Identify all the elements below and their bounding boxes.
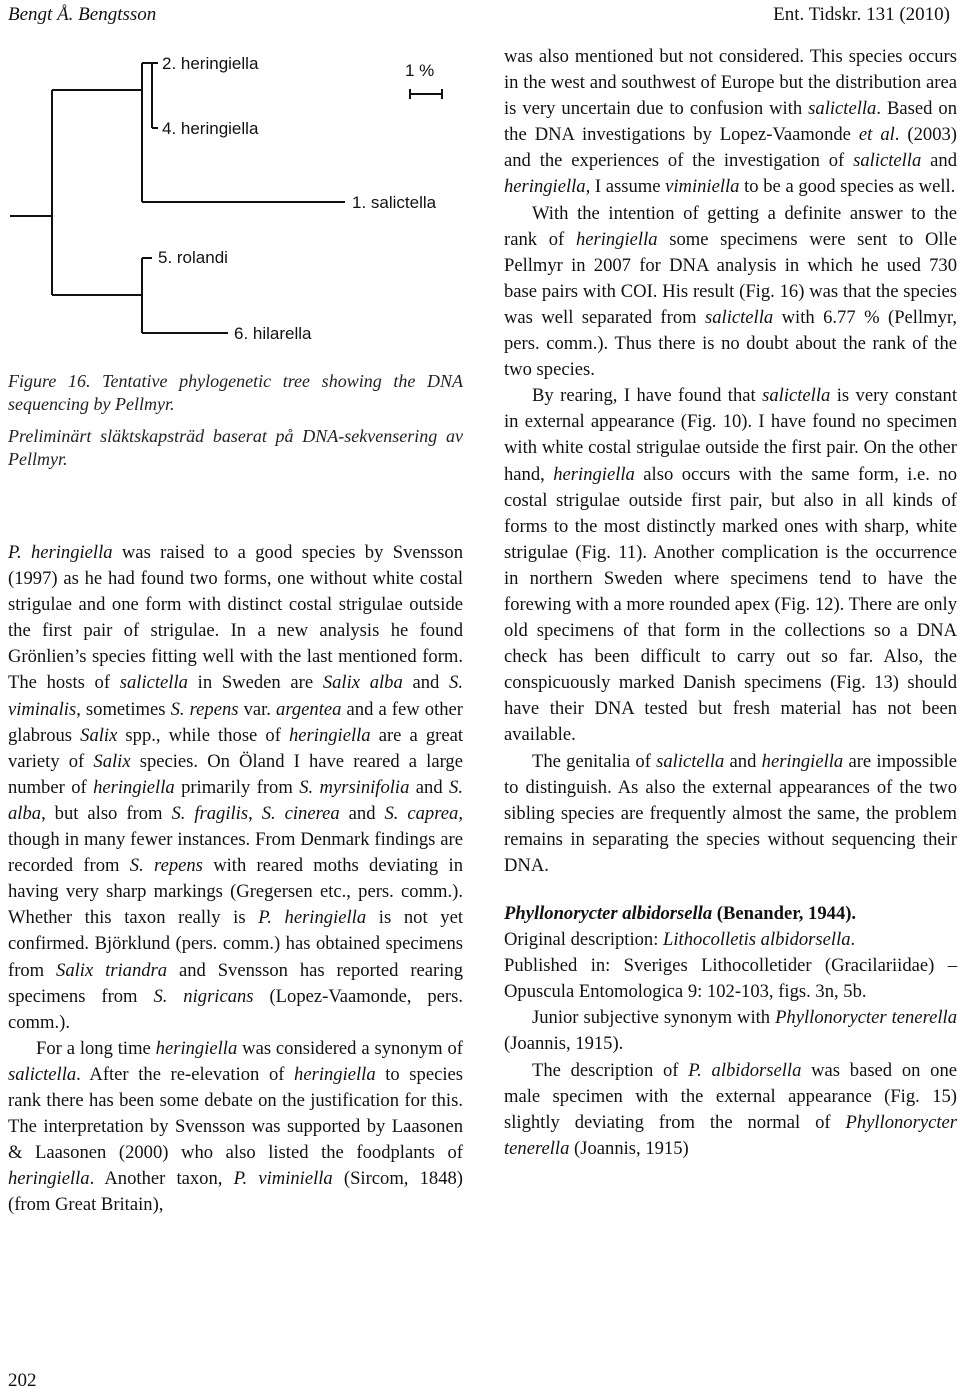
taxon-label-hilarella: 6. hilarella <box>234 324 312 343</box>
phylogenetic-tree-figure <box>0 40 470 360</box>
section-heading-albidorsella: Phyllonorycter albidorsella (Benander, 1944). <box>504 903 857 924</box>
taxon-label-heringiella-4: 4. heringiella <box>162 119 259 138</box>
running-header-author: Bengt Å. Bengtsson <box>8 4 157 25</box>
paragraph-albidorsella-description: The description of P. albidorsella was based on one male specimen with the external appearance (Fig. 15) slightly deviating from the normal of Phyllonorycter tenerella (Joannis, 1915) <box>504 1059 957 1159</box>
running-header-journal: Ent. Tidskr. 131 (2010) <box>773 4 950 25</box>
paragraph-synonym-debate: For a long time heringiella was considered a synonym of salictella. After the re-elevation of heringiella to species rank there has been some debate on the justification for this. The interpretation by Svensson was supported by Laasonen & Laasonen (2000) who also listed the foodplants of heringiella. Another taxon, P. viminiella (Sircom, 1848) (from Great Britain), <box>8 1037 463 1216</box>
figure-caption-swedish: Preliminärt släktskapsträd baserat på DNA-sekvensering av Pellmyr. <box>8 426 463 469</box>
published-in: Published in: Sveriges Lithocolletider (Gracilariidae) – Opuscula Entomologica 9: 102-103, figs. 3n, 5b. <box>504 955 957 1003</box>
taxon-label-heringiella-2: 2. heringiella <box>162 54 259 73</box>
paragraph-rearing: By rearing, I have found that salictella is very constant in external appearance (Fig. 10). I have found no specimen with white costal strigulae outside the first pair. On the other hand, heringiella also occurs with the same form, i.e. no costal strigulae outside first pair, but also in all kinds of forms to the most distinctly marked ones with sharp, white strigulae (Fig. 11). Another complication is the occurrence in northern Sweden where specimens tend to have the forewing with a more rounded apex (Fig. 12). There are only old specimens of that form in the collections so a DNA check has been difficult to carry out so far. Also, the conspicuously marked Danish specimens (Fig. 13) should have their DNA tested but fresh material has not been available. <box>504 385 957 746</box>
right-text-column <box>504 44 957 1162</box>
page-number: 202 <box>8 1370 37 1391</box>
paragraph-viminiella: was also mentioned but not considered. This species occurs in the west and southwest of Europe but the distribution area is very uncertain due to confusion with salictella. Based on the DNA investigations by Lopez-Vaamonde et al. (2003) and the experiences of the investigation of salictella and heringiella, I assume viminiella to be a good species as well. <box>504 46 958 198</box>
left-text-column <box>8 540 463 1218</box>
paragraph-heringiella-status: P. heringiella was raised to a good species by Svensson (1997) as he had found two forms, one without white costal strigulae and one form with distinct costal strigulae outside the first pair of strigulae. In a new analysis he found Grönlien’s species fitting well with the last mentioned form. The hosts of salictella in Sweden are Salix alba and S. viminalis, sometimes S. repens var. argentea and a few other glabrous Salix spp., while those of heringiella are a great variety of Salix species. On Öland I have reared a large number of heringiella primarily from S. myrsinifolia and S. alba, but also from S. fragilis, S. cinerea and S. caprea, though in many fewer instances. From Denmark findings are recorded from S. repens with reared moths deviating in having very sharp markings (Gregersen etc., pers. comm.). Whether this taxon really is P. heringiella is not yet confirmed. Björklund (pers. comm.) has obtained specimens from Salix triandra and Svensson has reported rearing specimens from S. nigricans (Lopez-Vaamonde, pers. comm.). <box>8 542 463 1033</box>
scale-bar-label: 1 % <box>405 61 435 80</box>
taxon-label-rolandi: 5. rolandi <box>158 248 228 267</box>
junior-synonym: Junior subjective synonym with Phyllonorycter tenerella (Joannis, 1915). <box>504 1007 957 1055</box>
taxon-label-salictella: 1. salictella <box>352 193 437 212</box>
paragraph-genitalia: The genitalia of salictella and heringiella are impossible to distinguish. As also the external appearances of the two sibling species are frequently almost the same, the problem remains in separating the species without sequencing their DNA. <box>504 750 957 876</box>
figure-caption-english: Figure 16. Tentative phylogenetic tree showing the DNA sequencing by Pellmyr. <box>8 371 463 414</box>
phylogenetic-tree-svg <box>0 40 470 360</box>
paragraph-dna-analysis: With the intention of getting a definite answer to the rank of heringiella some specimens were sent to Olle Pellmyr in 2007 for DNA analysis in which he used 730 base pairs with COI. His result (Fig. 16) was that the species was well separated from salictella with 6.77 % (Pellmyr, pers. comm.). Thus there is no doubt about the rank of the two species. <box>504 202 957 381</box>
original-description: Original description: Lithocolletis albidorsella. <box>504 929 856 951</box>
